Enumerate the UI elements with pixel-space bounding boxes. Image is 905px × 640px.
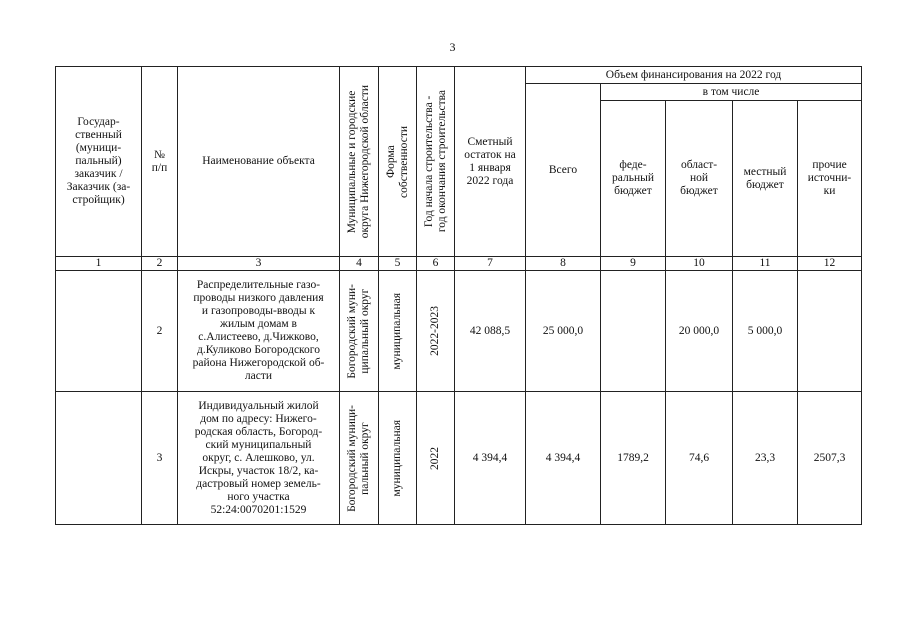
cell-ownership: муниципальная: [379, 392, 417, 525]
cell-ownership: муниципальная: [379, 271, 417, 392]
header-years: Год начала строительства - год окончания строительства: [417, 67, 455, 257]
cell-other: 2507,3: [798, 392, 862, 525]
header-municipality: Муниципальные и городские округа Нижегородской области: [340, 67, 379, 257]
colnum: 3: [178, 257, 340, 271]
financing-table: [55, 66, 862, 525]
cell-local: 23,3: [733, 392, 798, 525]
colnum: 4: [340, 257, 379, 271]
header-ownership: Форма собственности: [379, 67, 417, 257]
header-other: прочие источни- ки: [798, 101, 862, 257]
cell-total: 4 394,4: [526, 392, 601, 525]
cell-regional: 74,6: [666, 392, 733, 525]
colnum: 11: [733, 257, 798, 271]
header-row-1: [56, 67, 862, 84]
cell-federal: [601, 271, 666, 392]
cell-estimate: 4 394,4: [455, 392, 526, 525]
colnum: 5: [379, 257, 417, 271]
colnum: 12: [798, 257, 862, 271]
cell-years: 2022: [417, 392, 455, 525]
cell-municipality: Богородский муници- пальный округ: [340, 392, 379, 525]
colnum: 8: [526, 257, 601, 271]
page-number: 3: [449, 40, 456, 54]
cell-customer: [56, 271, 142, 392]
header-num: № п/п: [142, 67, 178, 257]
cell-local: 5 000,0: [733, 271, 798, 392]
cell-object-name: Распределительные газо- проводы низкого давления и газопроводы-вводы к жилым домам в с.Алистеево, д.Чижково, д.Куликово Богородского района Нижегородской об- ласти: [178, 271, 340, 392]
cell-customer: [56, 392, 142, 525]
colnum: 7: [455, 257, 526, 271]
cell-num: 3: [142, 392, 178, 525]
cell-municipality: Богородский муни- ципальный округ: [340, 271, 379, 392]
cell-other: [798, 271, 862, 392]
header-object-name: Наименование объекта: [178, 67, 340, 257]
header-local: местный бюджет: [733, 101, 798, 257]
cell-estimate: 42 088,5: [455, 271, 526, 392]
cell-federal: 1789,2: [601, 392, 666, 525]
colnum: 1: [56, 257, 142, 271]
table-row: [56, 271, 862, 392]
colnum: 6: [417, 257, 455, 271]
cell-num: 2: [142, 271, 178, 392]
cell-regional: 20 000,0: [666, 271, 733, 392]
colnum: 10: [666, 257, 733, 271]
table-row: [56, 392, 862, 525]
column-numbers-row: [56, 257, 862, 271]
header-total: Всего: [526, 84, 601, 257]
cell-total: 25 000,0: [526, 271, 601, 392]
cell-years: 2022-2023: [417, 271, 455, 392]
colnum: 9: [601, 257, 666, 271]
header-estimate: Сметный остаток на 1 января 2022 года: [455, 67, 526, 257]
header-incl: в том числе: [601, 84, 862, 101]
header-customer: Государ- ственный (муници- пальный) заказчик / Заказчик (за- стройщик): [56, 67, 142, 257]
colnum: 2: [142, 257, 178, 271]
header-federal: феде- ральный бюджет: [601, 101, 666, 257]
header-funding-group: Объем финансирования на 2022 год: [526, 67, 862, 84]
cell-object-name: Индивидуальный жилой дом по адресу: Нижего- родская область, Богород- ский муниципальный округ, с. Алешково, ул. Искры, участок 18/2, ка- дастровый номер земель- ного участка 52:24:0070201:1529: [178, 392, 340, 525]
header-regional: област- ной бюджет: [666, 101, 733, 257]
